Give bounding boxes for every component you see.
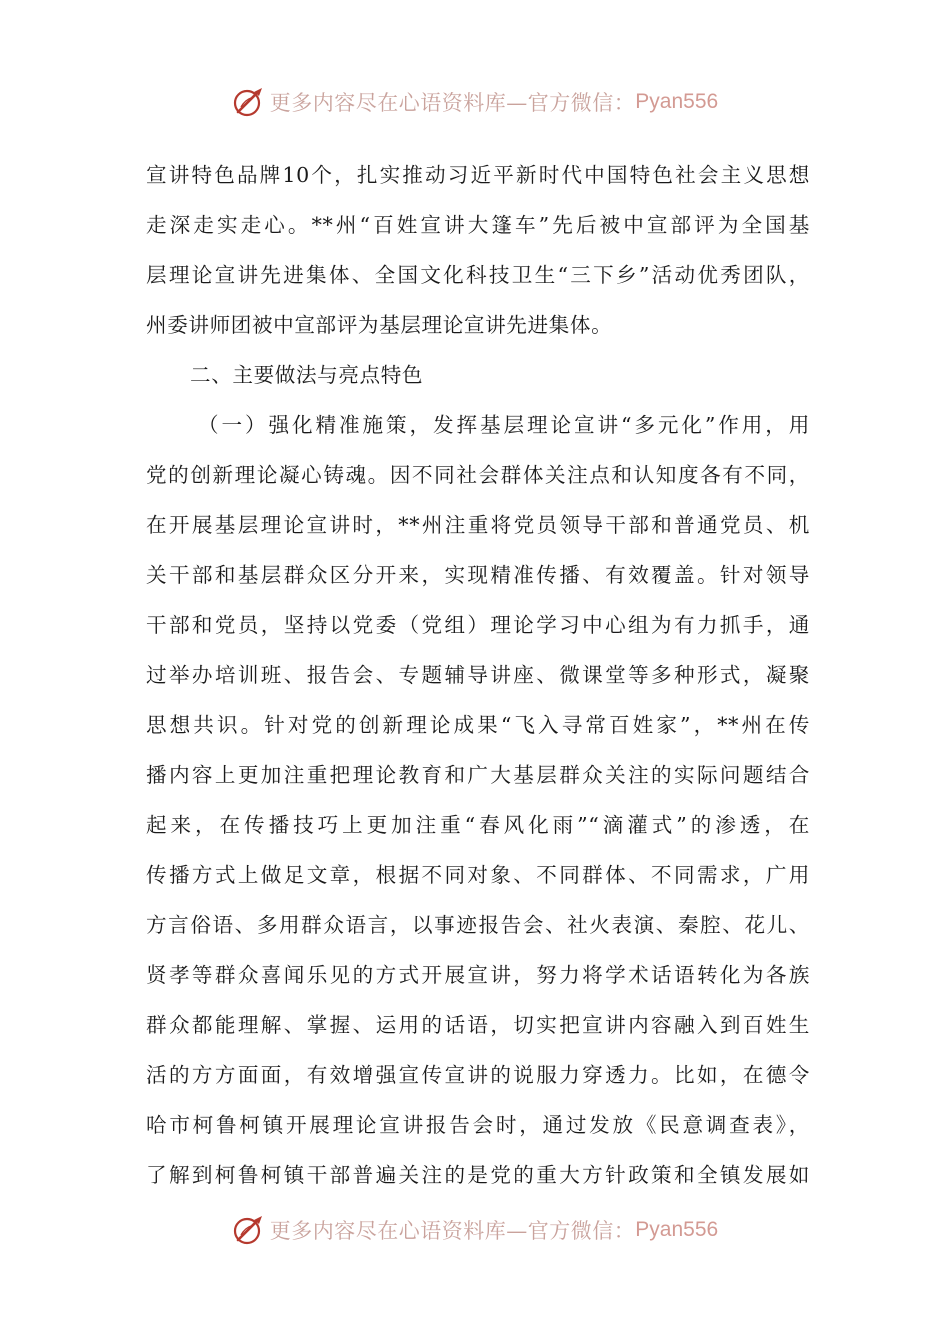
body-line: 过举办培训班、报告会、专题辅导讲座、微课堂等多种形式，凝聚: [146, 663, 810, 687]
pen-logo-icon: [232, 1213, 266, 1247]
body-line: 方言俗语、多用群众语言，以事迹报告会、社火表演、秦腔、花儿、: [146, 913, 810, 937]
body-line: 播内容上更加注重把理论教育和广大基层群众关注的实际问题结合: [146, 763, 810, 787]
body-line: 传播方式上做足文章，根据不同对象、不同群体、不同需求，广用: [146, 863, 810, 887]
body-line: 走深走实走心。**州“百姓宣讲大篷车”先后被中宣部评为全国基: [146, 213, 810, 237]
footer-watermark-banner: [0, 1210, 950, 1250]
header-watermark-text: 更多内容尽在心语资料库—官方微信：: [269, 91, 636, 115]
header-watermark-wechat-id: Pyan556: [635, 90, 719, 113]
body-line: 群众都能理解、掌握、运用的话语，切实把宣讲内容融入到百姓生: [146, 1013, 810, 1037]
body-line: 哈市柯鲁柯镇开展理论宣讲报告会时，通过发放《民意调查表》，: [146, 1113, 810, 1137]
body-line: 思想共识。针对党的创新理论成果“飞入寻常百姓家”，**州在传: [146, 713, 810, 737]
body-line: 州委讲师团被中宣部评为基层理论宣讲先进集体。: [146, 313, 613, 337]
section-heading: 二、主要做法与亮点特色: [190, 363, 424, 387]
body-line: 宣讲特色品牌10个，扎实推动习近平新时代中国特色社会主义思想: [146, 163, 810, 187]
body-line: 干部和党员，坚持以党委（党组）理论学习中心组为有力抓手，通: [146, 613, 810, 637]
body-line: 在开展基层理论宣讲时，**州注重将党员领导干部和普通党员、机: [146, 513, 810, 537]
pen-logo-icon: [232, 85, 266, 119]
body-line: 活的方方面面，有效增强宣传宣讲的说服力穿透力。比如，在德令: [146, 1063, 810, 1087]
header-watermark-banner: [0, 82, 950, 122]
body-line: 了解到柯鲁柯镇干部普遍关注的是党的重大方针政策和全镇发展如: [146, 1163, 810, 1187]
subsection-heading: （一）强化精准施策，发挥基层理论宣讲“多元化”作用，用: [198, 413, 810, 437]
footer-watermark-text: 更多内容尽在心语资料库—官方微信：: [269, 1219, 636, 1243]
body-line: 层理论宣讲先进集体、全国文化科技卫生“三下乡”活动优秀团队，: [146, 263, 810, 287]
body-line: 关干部和基层群众区分开来，实现精准传播、有效覆盖。针对领导: [146, 563, 810, 587]
document-body: [146, 150, 810, 1200]
body-line: 起来，在传播技巧上更加注重“春风化雨”“滴灌式”的渗透，在: [146, 813, 810, 837]
footer-watermark-wechat-id: Pyan556: [635, 1218, 719, 1241]
body-line: 贤孝等群众喜闻乐见的方式开展宣讲，努力将学术话语转化为各族: [146, 963, 810, 987]
body-line: 党的创新理论凝心铸魂。因不同社会群体关注点和认知度各有不同，: [146, 463, 810, 487]
